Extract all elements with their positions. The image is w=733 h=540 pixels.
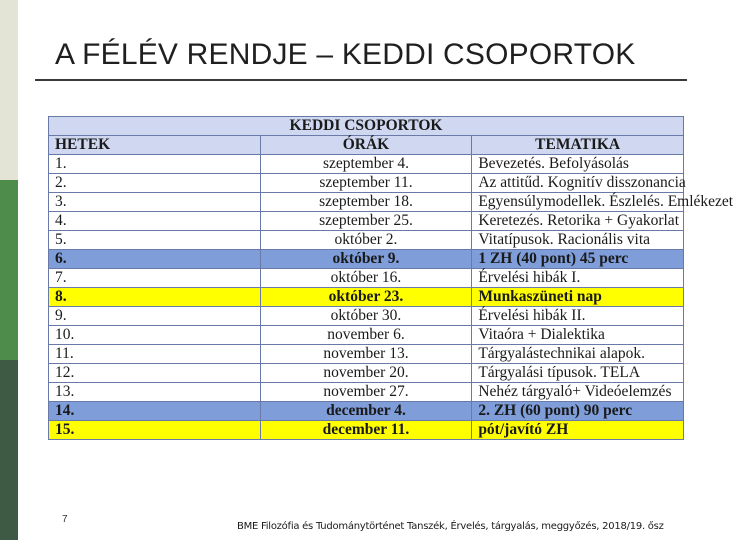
table-row: [49, 288, 684, 307]
cell-topic: Az attitűd. Kognitív disszonancia: [472, 174, 684, 193]
table-row: [49, 174, 684, 193]
table-row: [49, 364, 684, 383]
cell-date: november 20.: [260, 364, 472, 383]
cell-date: október 30.: [260, 307, 472, 326]
cell-week: 5.: [49, 231, 261, 250]
cell-topic: 1 ZH (40 pont) 45 perc: [472, 250, 684, 269]
table-row: [49, 193, 684, 212]
cell-week: 9.: [49, 307, 261, 326]
table-row: [49, 155, 684, 174]
schedule-table: [48, 116, 733, 440]
table-row: [49, 326, 684, 345]
table-row: [49, 402, 684, 421]
cell-date: szeptember 25.: [260, 212, 472, 231]
table-row: [49, 250, 684, 269]
cell-date: november 6.: [260, 326, 472, 345]
table-caption: KEDDI CSOPORTOK: [49, 117, 684, 136]
footer-text: BME Filozófia és Tudománytörténet Tanszék, Érvelés, tárgyalás, meggyőzés, 2018/19. ősz: [237, 521, 664, 532]
column-header-date: ÓRÁK: [260, 136, 472, 155]
cell-topic: Vitatípusok. Racionális vita: [472, 231, 684, 250]
table-header-row: [49, 136, 684, 155]
cell-week: 2.: [49, 174, 261, 193]
cell-week: 13.: [49, 383, 261, 402]
table-row: [49, 383, 684, 402]
cell-topic: Nehéz tárgyaló+ Videóelemzés: [472, 383, 684, 402]
title-divider: [35, 79, 687, 81]
table-row: [49, 269, 684, 288]
cell-week: 3.: [49, 193, 261, 212]
cell-topic: pót/javító ZH: [472, 421, 684, 440]
table-row: [49, 345, 684, 364]
cell-date: november 27.: [260, 383, 472, 402]
table-row: [49, 421, 684, 440]
table-row: [49, 212, 684, 231]
cell-topic: Érvelési hibák I.: [472, 269, 684, 288]
table-caption-row: [49, 117, 684, 136]
cell-week: 12.: [49, 364, 261, 383]
cell-topic: Vitaóra + Dialektika: [472, 326, 684, 345]
cell-topic: Keretezés. Retorika + Gyakorlat: [472, 212, 684, 231]
cell-week: 11.: [49, 345, 261, 364]
cell-date: december 11.: [260, 421, 472, 440]
table-row: [49, 231, 684, 250]
cell-week: 8.: [49, 288, 261, 307]
left-band-top: [0, 0, 18, 180]
cell-week: 7.: [49, 269, 261, 288]
cell-week: 15.: [49, 421, 261, 440]
cell-week: 1.: [49, 155, 261, 174]
slide-number: 7: [62, 514, 68, 525]
cell-date: október 2.: [260, 231, 472, 250]
cell-topic: Érvelési hibák II.: [472, 307, 684, 326]
cell-date: október 9.: [260, 250, 472, 269]
cell-date: október 16.: [260, 269, 472, 288]
cell-date: szeptember 11.: [260, 174, 472, 193]
cell-topic: Munkaszüneti nap: [472, 288, 684, 307]
slide-title: A FÉLÉV RENDJE – KEDDI CSOPORTOK: [55, 38, 636, 71]
cell-week: 4.: [49, 212, 261, 231]
cell-topic: 2. ZH (60 pont) 90 perc: [472, 402, 684, 421]
cell-topic: Egyensúlymodellek. Észlelés. Emlékezet: [472, 193, 684, 212]
cell-topic: Tárgyalástechnikai alapok.: [472, 345, 684, 364]
cell-date: szeptember 4.: [260, 155, 472, 174]
cell-date: november 13.: [260, 345, 472, 364]
cell-week: 14.: [49, 402, 261, 421]
cell-topic: Bevezetés. Befolyásolás: [472, 155, 684, 174]
cell-date: szeptember 18.: [260, 193, 472, 212]
left-band-bottom: [0, 360, 18, 540]
cell-topic: Tárgyalási típusok. TELA: [472, 364, 684, 383]
cell-week: 10.: [49, 326, 261, 345]
left-band-middle: [0, 180, 18, 360]
column-header-week: HETEK: [49, 136, 261, 155]
cell-week: 6.: [49, 250, 261, 269]
cell-date: december 4.: [260, 402, 472, 421]
table-row: [49, 307, 684, 326]
cell-date: október 23.: [260, 288, 472, 307]
column-header-topic: TEMATIKA: [472, 136, 684, 155]
